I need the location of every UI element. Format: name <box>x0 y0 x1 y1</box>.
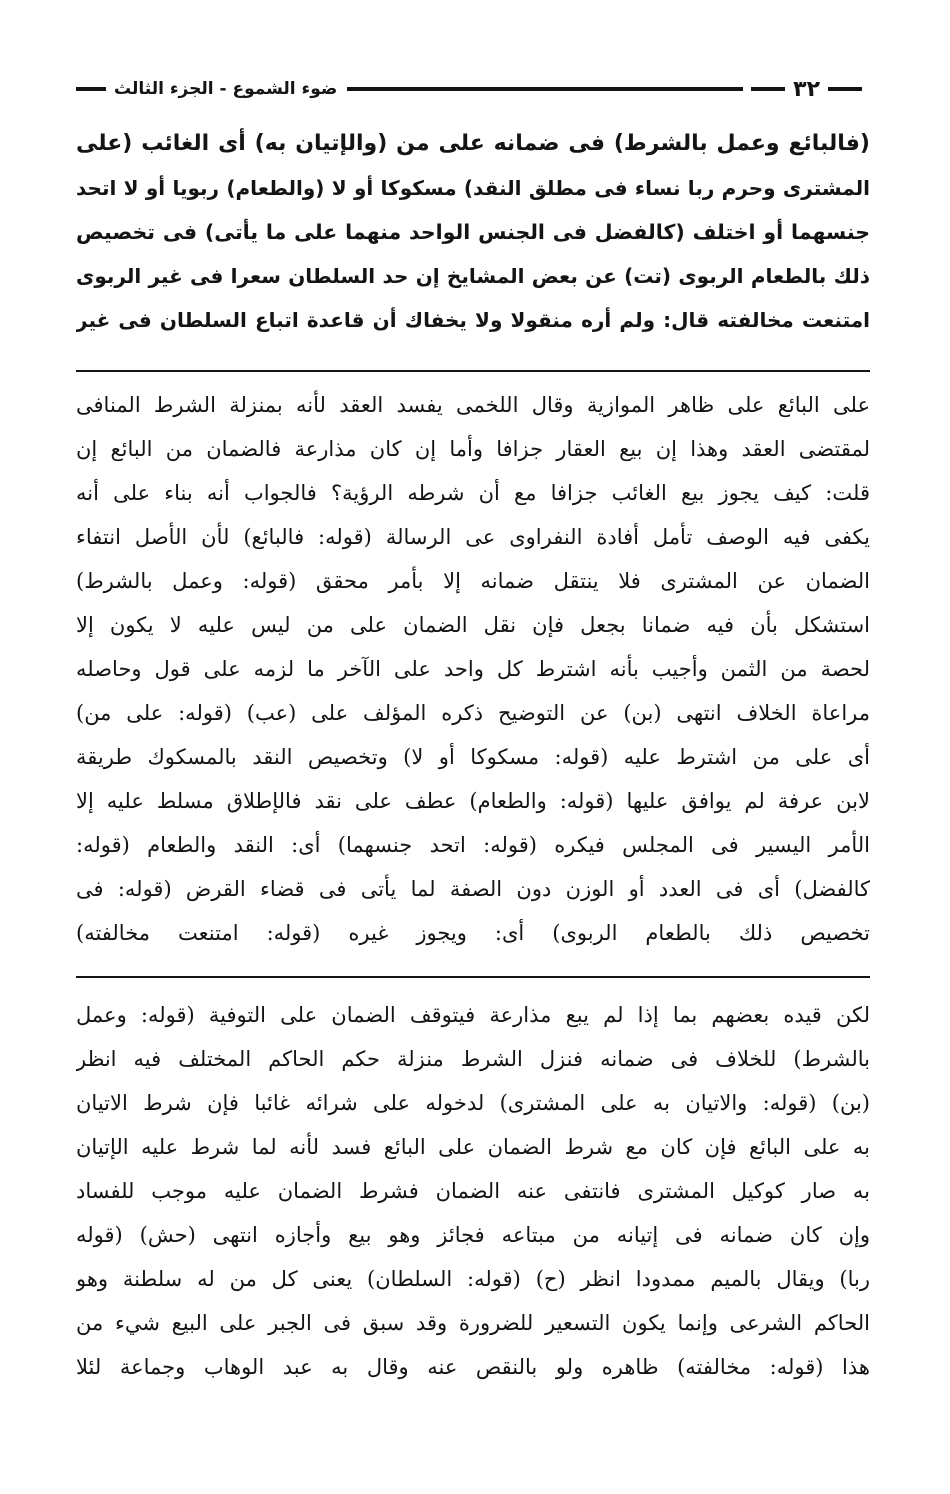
note-line: على البائع على ظاهر الموازية وقال اللخمى يفسد العقد لأنه بمنزلة الشرط المنافى <box>76 393 870 417</box>
note-line: وإن كان ضمانه فى إتيانه من مبتاعه فجائز وهو بيع وأجازه انتهى (حش) (قوله <box>76 1223 870 1247</box>
note-line: يكفى فيه الوصف تأمل أفادة النفراوى عى الرسالة (قوله: فالبائع) لأن الأصل انتفاء <box>76 525 870 549</box>
main-line: جنسهما أو اختلف (كالفضل فى الجنس الواحد منهما على ما يأتى) فى تخصيص <box>76 220 870 244</box>
note-line: الضمان عن المشترى فلا ينتقل ضمانه إلا بأمر محقق (قوله: وعمل بالشرط) <box>76 569 870 593</box>
note-line: قلت: كيف يجوز بيع الغائب جزافا مع أن شرطه الرؤية؟ فالجواب أنه بناء على أنه <box>76 481 870 505</box>
note-line: هذا (قوله: مخالفته) ظاهره ولو بالنقص عنه وقال به عبد الوهاب وجماعة لئلا <box>76 1355 870 1379</box>
header-dash-left <box>76 87 106 91</box>
note-line: أى على من اشترط عليه (قوله: مسكوكا أو لا) وتخصيص النقد بالمسكوك طريقة <box>76 745 870 769</box>
running-header <box>76 74 870 104</box>
note-line: لحصة من الثمن وأجيب بأنه اشترط كل واحد على الآخر ما لزمه على قول وحاصله <box>76 657 870 681</box>
note-line: تخصيص ذلك بالطعام الربوى) أى: ويجوز غيره (قوله: امتنعت مخالفته) <box>76 921 870 945</box>
note-line: ربا) ويقال بالميم ممدودا انظر (ح) (قوله: السلطان) يعنى كل من له سلطنة وهو <box>76 1267 870 1291</box>
header-dash-right <box>828 87 862 91</box>
note-line: لكن قيده بعضهم بما إذا لم يبع مذارعة فيتوقف الضمان على التوفية (قوله: وعمل <box>76 1003 870 1027</box>
note-line: الحاكم الشرعى وإنما يكون التسعير للضرورة وقد سبق فى الجبر على البيع شيء من <box>76 1311 870 1335</box>
note-line: كالفضل) أى فى العدد أو الوزن دون الصفة لما يأتى فى قضاء القرض (قوله: فى <box>76 877 870 901</box>
header-rule <box>347 87 743 91</box>
note-line: لمقتضى العقد وهذا إن بيع العقار جزافا وأما إن كان مذارعة فالضمان من البائع إن <box>76 437 870 461</box>
main-line: (فالبائع وعمل بالشرط) فى ضمانه على من (والإتيان به) أى الغائب (على <box>76 131 870 156</box>
note-line: الأمر اليسير فى المجلس فيكره (قوله: اتحد جنسهما) أى: النقد والطعام (قوله: <box>76 833 870 857</box>
note-line: مراعاة الخلاف انتهى (بن) عن التوضيح ذكره المؤلف على (عب) (قوله: على من) <box>76 701 870 725</box>
note-line: بالشرط) للخلاف فى ضمانه فنزل الشرط منزلة حكم الحاكم المختلف فيه انظر <box>76 1047 870 1071</box>
header-dash-mid <box>751 87 785 91</box>
main-line: امتنعت مخالفته قال: ولم أره منقولا ولا يخفاك أن قاعدة اتباع السلطان فى غير <box>76 308 870 332</box>
note-line: استشكل بأن فيه ضمانا بجعل فإن نقل الضمان على من ليس عليه لا يكون إلا <box>76 613 870 637</box>
page-number: ٣٢ <box>793 76 820 102</box>
note-line: لابن عرفة لم يوافق عليها (قوله: والطعام) عطف على نقد فالإطلاق مسلط عليه إلا <box>76 789 870 813</box>
note-line: به على البائع فإن كان مع شرط الضمان على البائع فسد لأنه لما شرط عليه الإتيان <box>76 1135 870 1159</box>
block-separator <box>76 976 870 978</box>
note-line: به صار كوكيل المشترى فانتفى عنه الضمان فشرط الضمان عليه موجب للفساد <box>76 1179 870 1203</box>
main-line: المشترى وحرم ربا نساء فى مطلق النقد) مسكوكا أو لا (والطعام) ربويا أو لا اتحد <box>76 176 870 200</box>
main-line: ذلك بالطعام الربوى (تت) عن بعض المشايخ إن حد السلطان سعرا فى غير الربوى <box>76 264 870 288</box>
book-title: ضوء الشموع - الجزء الثالث <box>114 79 338 99</box>
footnote-separator <box>76 370 870 372</box>
note-line: (بن) (قوله: والاتيان به على المشترى) لدخوله على شرائه غائبا فإن شرط الاتيان <box>76 1091 870 1115</box>
